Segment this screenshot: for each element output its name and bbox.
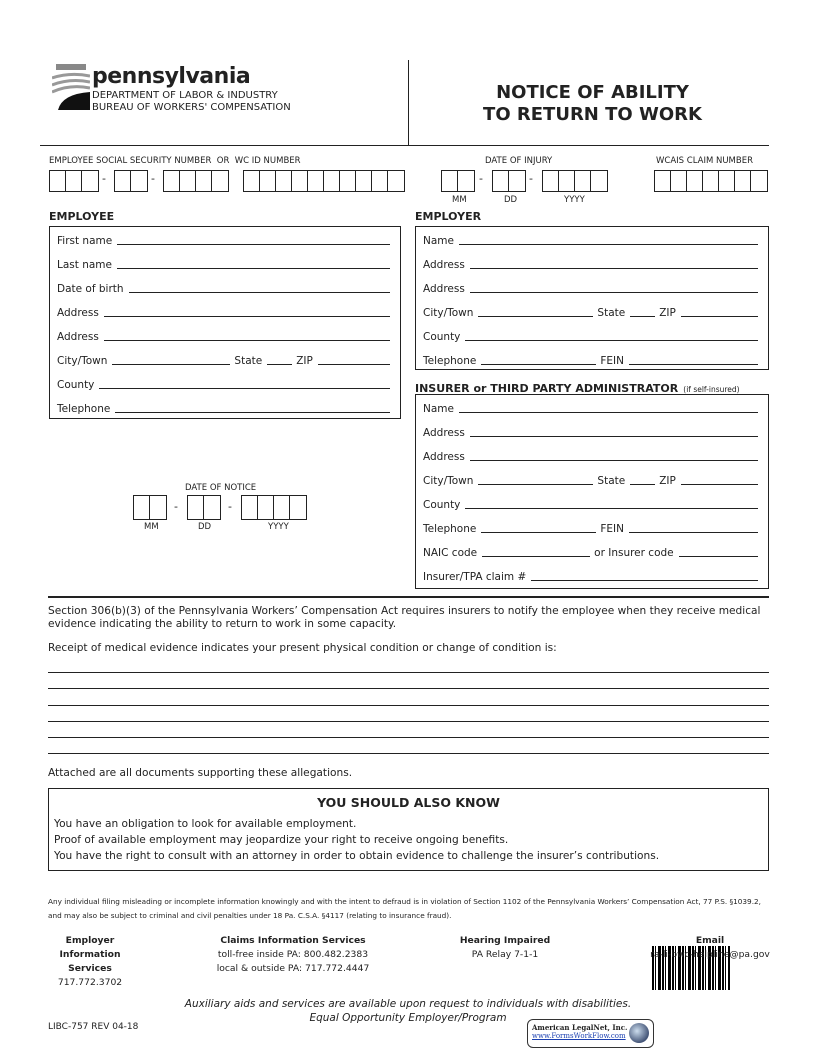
contact-title: Claims Information Services: [220, 935, 366, 946]
field-label: First name: [57, 235, 113, 247]
field-label: Date of birth: [57, 283, 124, 295]
dash: -: [151, 172, 155, 185]
employee-dob-field[interactable]: [57, 281, 394, 295]
wcais-claim-input[interactable]: [654, 170, 768, 192]
insurer-naic-code-field[interactable]: [423, 545, 762, 559]
digit-box[interactable]: [290, 496, 306, 519]
pa-logo-icon: [52, 64, 90, 112]
contact-hearing-impaired: [440, 934, 570, 962]
contact-title: Email: [695, 935, 725, 946]
digit-box[interactable]: [442, 171, 458, 191]
ssn-part2-input[interactable]: [114, 170, 148, 192]
digit-box[interactable]: [180, 171, 196, 191]
globe-icon: [629, 1023, 649, 1043]
aln-url[interactable]: www.FormsWorkFlow.com: [532, 1032, 626, 1040]
condition-line-6[interactable]: [48, 753, 769, 754]
wcais-label: WCAIS CLAIM NUMBER: [656, 156, 754, 166]
yyyy-label: YYYY: [564, 195, 585, 205]
insurer-note: (if self-insured): [683, 385, 740, 394]
contact-employer-info: [40, 934, 140, 990]
field-label: Telephone: [423, 355, 477, 367]
mm-label: MM: [144, 522, 159, 532]
digit-box[interactable]: [276, 171, 292, 191]
mm-label: MM: [452, 195, 467, 205]
header-divider: [408, 60, 409, 146]
bureau-name: BUREAU OF WORKERS' COMPENSATION: [92, 102, 291, 113]
employer-address1-field[interactable]: [423, 257, 762, 271]
digit-box[interactable]: [188, 496, 204, 519]
contact-phone: local & outside PA: 717.772.4447: [216, 963, 370, 974]
insurer-address1-field[interactable]: [423, 425, 762, 439]
insurer-telephone-fein-field[interactable]: [423, 521, 762, 535]
dash: -: [529, 172, 533, 185]
dd-label: DD: [504, 195, 518, 205]
field-label: County: [57, 379, 95, 391]
digit-box[interactable]: [164, 171, 180, 191]
digit-box[interactable]: [131, 171, 147, 191]
employee-county-field[interactable]: [57, 377, 394, 391]
employee-telephone-field[interactable]: [57, 401, 394, 415]
condition-line-5[interactable]: [48, 737, 769, 738]
digit-box[interactable]: [242, 496, 258, 519]
digit-box[interactable]: [150, 496, 166, 519]
employer-telephone-fein-field[interactable]: [423, 353, 762, 367]
digit-box[interactable]: [258, 496, 274, 519]
digit-box[interactable]: [575, 171, 591, 191]
digit-box[interactable]: [751, 171, 767, 191]
employer-heading: EMPLOYER: [415, 210, 482, 223]
employer-panel: [415, 226, 769, 370]
insurer-name-field[interactable]: [423, 401, 762, 415]
digit-box[interactable]: [591, 171, 607, 191]
contact-title: Employer Information Services: [59, 935, 121, 974]
digit-box[interactable]: [671, 171, 687, 191]
dd-label: DD: [198, 522, 212, 532]
digit-box[interactable]: [196, 171, 212, 191]
field-label: Name: [423, 403, 454, 415]
dash: -: [174, 500, 178, 513]
aln-name: American LegalNet, Inc.: [532, 1023, 628, 1032]
contact-title: Hearing Impaired: [459, 935, 551, 946]
field-label: ZIP: [296, 355, 313, 367]
field-label: Insurer/TPA claim #: [423, 571, 527, 583]
ssn-part1-input[interactable]: [49, 170, 99, 192]
injury-month-input[interactable]: [441, 170, 475, 192]
digit-box[interactable]: [50, 171, 66, 191]
field-label: ZIP: [659, 475, 676, 487]
field-label: FEIN: [600, 523, 624, 535]
field-label: FEIN: [600, 355, 624, 367]
digit-box[interactable]: [115, 171, 131, 191]
wc-id-input[interactable]: [243, 170, 405, 192]
fraud-fine-print: Any individual filing misleading or incomplete information knowingly and with the intent to defraud is in violation of Section 1102 of the Pennsylvania Workers’ Compensation Act, 77 P.S. §1039.2, and may also be subject to criminal and civil penalties under 18 Pa. C.S.A. §4117 (relating to insurance fraud).: [48, 897, 761, 920]
digit-box[interactable]: [703, 171, 719, 191]
field-label: Address: [57, 331, 99, 343]
dash: -: [228, 500, 232, 513]
notice-day-input[interactable]: [187, 495, 221, 520]
field-label: NAIC code: [423, 547, 478, 559]
digit-box[interactable]: [509, 171, 525, 191]
contact-email: [640, 934, 780, 962]
digit-box[interactable]: [340, 171, 356, 191]
field-label: Address: [423, 259, 465, 271]
digit-box[interactable]: [292, 171, 308, 191]
digit-box[interactable]: [324, 171, 340, 191]
employee-city-state-zip-field[interactable]: [57, 353, 394, 367]
dash: -: [479, 172, 483, 185]
employer-address2-field[interactable]: [423, 281, 762, 295]
notice-month-input[interactable]: [133, 495, 167, 520]
digit-box[interactable]: [543, 171, 559, 191]
know-title: YOU SHOULD ALSO KNOW: [317, 795, 500, 810]
employee-address2-field[interactable]: [57, 329, 394, 343]
field-label: or Insurer code: [594, 547, 674, 559]
field-label: Last name: [57, 259, 112, 271]
condition-line-3[interactable]: [48, 705, 769, 706]
title-line-2: TO RETURN TO WORK: [483, 104, 702, 125]
insurer-county-field[interactable]: [423, 497, 762, 511]
field-label: County: [423, 499, 461, 511]
field-label: State: [597, 475, 626, 487]
section-rule: [48, 596, 769, 598]
digit-box[interactable]: [82, 171, 98, 191]
date-of-notice-label: DATE OF NOTICE: [185, 483, 257, 493]
field-label: State: [234, 355, 263, 367]
field-label: County: [423, 331, 461, 343]
injury-year-input[interactable]: [542, 170, 608, 192]
employer-county-field[interactable]: [423, 329, 762, 343]
know-line: You have an obligation to look for available employment.: [54, 818, 357, 830]
insurer-city-state-zip-field[interactable]: [423, 473, 762, 487]
digit-box[interactable]: [66, 171, 82, 191]
digit-box[interactable]: [244, 171, 260, 191]
contact-phone: toll-free inside PA: 800.482.2383: [217, 949, 369, 960]
digit-box[interactable]: [204, 496, 220, 519]
insurer-title: INSURER or THIRD PARTY ADMINISTRATOR: [415, 382, 679, 395]
field-label: ZIP: [659, 307, 676, 319]
digit-box[interactable]: [458, 171, 474, 191]
american-legalnet-logo[interactable]: [527, 1019, 654, 1048]
eeo-text: Equal Opportunity Employer/Program: [309, 1012, 507, 1024]
ssn-label: EMPLOYEE SOCIAL SECURITY NUMBER OR WC ID NUMBER: [49, 156, 301, 166]
digit-box[interactable]: [274, 496, 290, 519]
ssn-part3-input[interactable]: [163, 170, 229, 192]
attached-text: Attached are all documents supporting these allegations.: [48, 767, 353, 779]
insurer-claim-field[interactable]: [423, 569, 762, 583]
yyyy-label: YYYY: [268, 522, 289, 532]
digit-box[interactable]: [212, 171, 228, 191]
insurer-address2-field[interactable]: [423, 449, 762, 463]
field-label: State: [597, 307, 626, 319]
digit-box[interactable]: [655, 171, 671, 191]
dash: -: [102, 172, 106, 185]
contact-claims-info: [203, 934, 383, 976]
digit-box[interactable]: [308, 171, 324, 191]
employee-last-name-field[interactable]: [57, 257, 394, 271]
digit-box[interactable]: [559, 171, 575, 191]
logo-text: pennsylvania: [92, 64, 251, 89]
digit-box[interactable]: [260, 171, 276, 191]
field-label: Address: [423, 283, 465, 295]
digit-box[interactable]: [719, 171, 735, 191]
digit-box[interactable]: [388, 171, 404, 191]
date-of-injury-label: DATE OF INJURY: [485, 156, 553, 166]
digit-box[interactable]: [134, 496, 150, 519]
condition-line-4[interactable]: [48, 721, 769, 722]
field-label: Telephone: [57, 403, 111, 415]
employee-first-name-field[interactable]: [57, 233, 394, 247]
digit-box[interactable]: [493, 171, 509, 191]
employee-panel: [49, 226, 401, 419]
field-label: Name: [423, 235, 454, 247]
field-label: Telephone: [423, 523, 477, 535]
injury-day-input[interactable]: [492, 170, 526, 192]
digit-box[interactable]: [356, 171, 372, 191]
form-id: LIBC-757 REV 04-18: [48, 1022, 139, 1032]
notice-year-input[interactable]: [241, 495, 307, 520]
know-box: [48, 788, 769, 871]
field-label: Address: [423, 451, 465, 463]
aux-aids-text: Auxiliary aids and services are available upon request to individuals with disabilities.: [184, 998, 632, 1010]
condition-line-2[interactable]: [48, 688, 769, 689]
field-label: City/Town: [423, 307, 474, 319]
know-line: Proof of available employment may jeopardize your right to receive ongoing benefits.: [54, 834, 509, 846]
contact-relay: PA Relay 7-1-1: [471, 949, 539, 960]
employer-name-field[interactable]: [423, 233, 762, 247]
know-line: You have the right to consult with an attorney in order to obtain evidence to challenge the insurer’s contributions.: [54, 850, 660, 862]
title-line-1: NOTICE OF ABILITY: [496, 82, 689, 103]
section-text: Section 306(b)(3) of the Pennsylvania Workers’ Compensation Act requires insurers to notify the employee when they receive medical evidence indicating the ability to return to work in some capacity.: [48, 605, 761, 630]
employer-city-state-zip-field[interactable]: [423, 305, 762, 319]
contact-phone: 717.772.3702: [57, 977, 123, 988]
condition-line-1[interactable]: [48, 672, 769, 673]
field-label: Address: [423, 427, 465, 439]
digit-box[interactable]: [372, 171, 388, 191]
insurer-panel: [415, 394, 769, 589]
field-label: City/Town: [57, 355, 108, 367]
digit-box[interactable]: [687, 171, 703, 191]
field-label: City/Town: [423, 475, 474, 487]
form-title: [420, 82, 765, 126]
field-label: Address: [57, 307, 99, 319]
receipt-text: Receipt of medical evidence indicates your present physical condition or change of condition is:: [48, 642, 557, 654]
department-name: DEPARTMENT OF LABOR & INDUSTRY: [92, 90, 278, 101]
contact-email-link[interactable]: ra-li-bwc-helpline@pa.gov: [650, 949, 770, 960]
digit-box[interactable]: [735, 171, 751, 191]
employee-heading: EMPLOYEE: [49, 210, 115, 223]
employee-address1-field[interactable]: [57, 305, 394, 319]
header-rule: [40, 145, 769, 146]
